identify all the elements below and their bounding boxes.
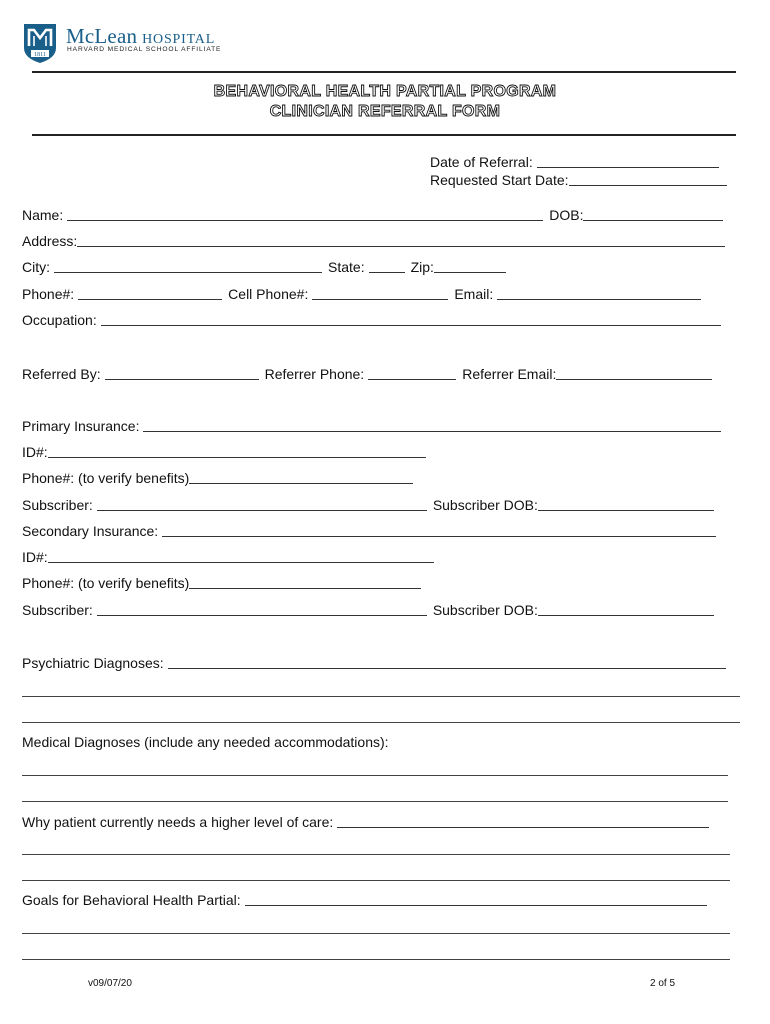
- goals-label: Goals for Behavioral Health Partial:: [22, 892, 241, 908]
- top-rule: [32, 71, 736, 73]
- secondary-subscriber-label: Subscriber:: [22, 602, 93, 618]
- bottom-rule: [32, 134, 736, 136]
- name-row: [22, 207, 723, 223]
- secondary-insurance-row: [22, 523, 722, 539]
- primary-insurance-field[interactable]: [143, 431, 721, 432]
- name-label: Name:: [22, 207, 64, 223]
- referred-by-row: [22, 366, 712, 382]
- secondary-subscriber-row: [22, 602, 714, 618]
- city-field[interactable]: [54, 272, 322, 273]
- secondary-phone-label: Phone#: (to verify benefits): [22, 575, 190, 591]
- email-label: Email:: [454, 286, 494, 302]
- state-label: State:: [328, 259, 365, 275]
- secondary-id-label: ID#:: [22, 549, 48, 565]
- phone-label: Phone#:: [22, 286, 75, 302]
- goals-line-3[interactable]: [22, 959, 730, 960]
- why-higher-care-field[interactable]: [337, 827, 709, 828]
- referrer-email-label: Referrer Email:: [462, 366, 557, 382]
- date-of-referral-field[interactable]: [537, 167, 719, 168]
- occupation-label: Occupation:: [22, 312, 97, 328]
- city-row: [22, 259, 506, 275]
- city-label: City:: [22, 259, 50, 275]
- address-row: [22, 233, 725, 249]
- psychiatric-diagnoses-row: [22, 655, 732, 671]
- dob-field[interactable]: [583, 220, 723, 221]
- why-higher-care-line-2[interactable]: [22, 854, 730, 855]
- zip-label: Zip:: [410, 259, 434, 275]
- primary-subscriber-dob-label: Subscriber DOB:: [432, 497, 538, 513]
- primary-phone-label: Phone#: (to verify benefits): [22, 470, 190, 486]
- email-field[interactable]: [497, 299, 701, 300]
- why-higher-care-line-3[interactable]: [22, 880, 730, 881]
- psychiatric-diagnoses-field[interactable]: [168, 668, 726, 669]
- primary-insurance-label: Primary Insurance:: [22, 418, 140, 434]
- medical-diagnoses-label: Medical Diagnoses (include any needed accommodations):: [22, 734, 389, 750]
- requested-start-date-label: Requested Start Date:: [430, 172, 569, 188]
- goals-line-2[interactable]: [22, 933, 730, 934]
- cell-phone-label: Cell Phone#:: [228, 286, 309, 302]
- primary-subscriber-field[interactable]: [97, 510, 427, 511]
- why-higher-care-label: Why patient currently needs a higher level of care:: [22, 814, 334, 830]
- psychiatric-diagnoses-line-3[interactable]: [22, 722, 740, 723]
- name-field[interactable]: [67, 220, 543, 221]
- secondary-insurance-label: Secondary Insurance:: [22, 523, 159, 539]
- secondary-id-row: [22, 549, 434, 565]
- primary-phone-row: [22, 470, 413, 486]
- mclean-logo-seal-icon: [22, 22, 58, 64]
- requested-start-date-field[interactable]: [569, 185, 727, 186]
- psychiatric-diagnoses-line-2[interactable]: [22, 696, 740, 697]
- secondary-insurance-field[interactable]: [162, 536, 716, 537]
- secondary-phone-row: [22, 575, 421, 591]
- address-field[interactable]: [77, 246, 725, 247]
- date-of-referral-row: [430, 154, 725, 170]
- primary-subscriber-row: [22, 497, 714, 513]
- phone-row: [22, 286, 707, 302]
- goals-field[interactable]: [245, 905, 707, 906]
- referrer-email-field[interactable]: [556, 379, 712, 380]
- goals-row: [22, 892, 713, 908]
- secondary-subscriber-dob-label: Subscriber DOB:: [432, 602, 538, 618]
- primary-subscriber-dob-field[interactable]: [538, 510, 714, 511]
- address-label: Address:: [22, 233, 78, 249]
- form-title-line2: CLINICIAN REFERRAL FORM: [269, 103, 501, 120]
- hospital-name-suffix: HOSPITAL: [142, 32, 216, 47]
- cell-phone-field[interactable]: [312, 299, 448, 300]
- hospital-name-main: McLean: [66, 24, 138, 48]
- occupation-field[interactable]: [101, 325, 721, 326]
- requested-start-date-row: [430, 172, 727, 188]
- form-version: v09/07/20: [88, 978, 132, 989]
- referrer-phone-label: Referrer Phone:: [264, 366, 365, 382]
- primary-insurance-row: [22, 418, 727, 434]
- psychiatric-diagnoses-label: Psychiatric Diagnoses:: [22, 655, 164, 671]
- form-title-line1: BEHAVIORAL HEALTH PARTIAL PROGRAM: [213, 83, 557, 100]
- primary-id-row: [22, 444, 426, 460]
- referred-by-label: Referred By:: [22, 366, 101, 382]
- secondary-subscriber-field[interactable]: [97, 615, 427, 616]
- medical-diagnoses-line-2[interactable]: [22, 801, 728, 802]
- why-higher-care-row: [22, 814, 715, 830]
- page-number: 2 of 5: [650, 978, 676, 989]
- medical-diagnoses-row: [22, 734, 389, 750]
- primary-subscriber-label: Subscriber:: [22, 497, 93, 513]
- referred-by-field[interactable]: [105, 379, 259, 380]
- secondary-id-field[interactable]: [48, 562, 434, 563]
- primary-phone-field[interactable]: [189, 483, 413, 484]
- primary-id-label: ID#:: [22, 444, 48, 460]
- seal-year: 1811: [34, 52, 46, 58]
- occupation-row: [22, 312, 727, 328]
- medical-diagnoses-line-1[interactable]: [22, 775, 728, 776]
- hospital-affiliate: HARVARD MEDICAL SCHOOL AFFILIATE: [67, 46, 222, 53]
- referrer-phone-field[interactable]: [368, 379, 456, 380]
- phone-field[interactable]: [78, 299, 222, 300]
- zip-field[interactable]: [434, 272, 506, 273]
- secondary-phone-field[interactable]: [189, 588, 421, 589]
- primary-id-field[interactable]: [48, 457, 426, 458]
- date-of-referral-label: Date of Referral:: [430, 154, 533, 170]
- state-field[interactable]: [369, 272, 405, 273]
- dob-label: DOB:: [549, 207, 584, 223]
- secondary-subscriber-dob-field[interactable]: [538, 615, 714, 616]
